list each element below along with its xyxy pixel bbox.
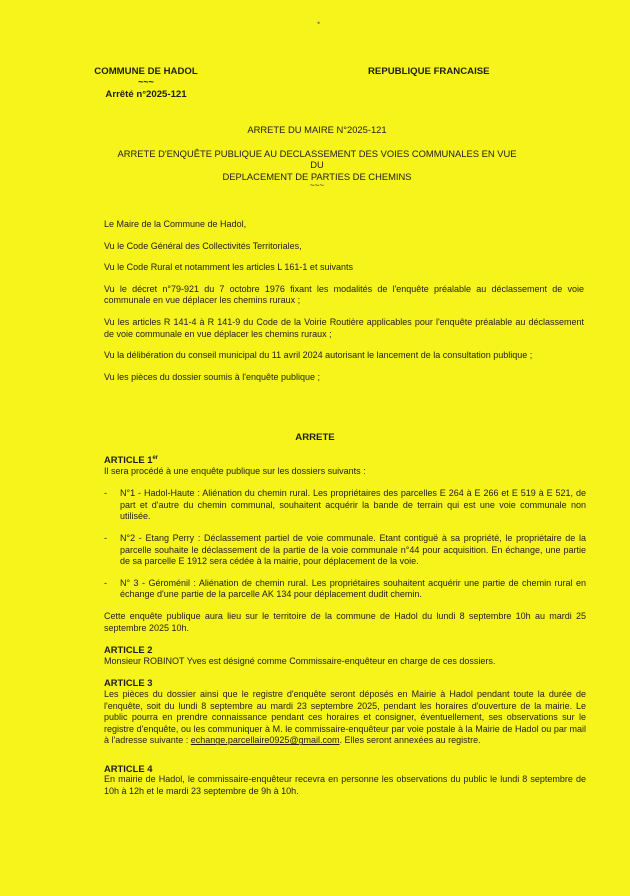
article1-title-sup: er: [152, 455, 159, 461]
list-item: [104, 533, 586, 568]
visa-dossier: Vu les pièces du dossier soumis à l'enquête publique ;: [104, 371, 321, 382]
arrete-heading: ARRETE: [295, 432, 335, 443]
republic-header: REPUBLIQUE FRANCAISE: [368, 66, 490, 77]
article3-text-end: . Elles seront annexées au registre.: [339, 735, 481, 746]
article1-title-text: ARTICLE 1: [104, 454, 153, 465]
title-separator: ~~~: [309, 180, 324, 190]
title-subtitle-line1: ARRETE D'ENQUÊTE PUBLIQUE AU DECLASSEMENT DES VOIES COMMUNALES EN VUE DU: [117, 148, 517, 171]
item-text: N°2 - Etang Perry : Déclassement partiel de voie communale. Etant contiguë à sa propriété, le propriétaire de la parcelle souhaite le déclassement de la partie de la voie communale n°44 pour acquisition. En échange, une partie de sa parcelle E 1912 sera cédée à la mairie, pour déplacement de la voie.: [120, 532, 586, 567]
article3-title: ARTICLE 3: [104, 677, 153, 689]
document-title: [110, 124, 524, 189]
email-link[interactable]: echange.parcellaire0925@gmail.com: [190, 735, 340, 746]
article4-text: En mairie de Hadol, le commissaire-enquêteur recevra en personne les observations du public le lundi 8 septembre de 10h à 12h et le mardi 23 septembre de 9h à 10h.: [104, 774, 586, 797]
visa-deliberation: Vu la délibération du conseil municipal du 11 avril 2024 autorisant le lancement de la consultation publique ;: [104, 350, 533, 361]
arrete-number: Arrêté n°2025-121: [105, 89, 187, 100]
header-separator: ~~~: [138, 77, 154, 87]
title-subtitle-line2: DEPLACEMENT DE PARTIES DE CHEMINS: [222, 170, 412, 182]
article3-text-main: Les pièces du dossier ainsi que le registre d'enquête seront déposés en Mairie à Hadol pendant toute la durée de l'enquête, soit du lundi 8 septembre au mardi 23 septembre 2025, pendant les horaires d'ouverture de la mairie. Le public pourra en prendre connaissance pendant ces horaires et consigner, éventuellement, ses observations sur le registre d'enquête, ou les communiquer à M. le commissaire-enquêteur par voie postale à la Mairie de Hadol ou par mail à l'adresse suivante :: [104, 688, 586, 746]
articles-section: [104, 453, 586, 798]
commune-name: COMMUNE DE HADOL: [94, 66, 198, 77]
commune-header: [90, 66, 202, 101]
visa-decret: Vu le décret n°79-921 du 7 octobre 1976 fixant les modalités de l'enquête préalable au déclassement de voie communale en vue déplacer les chemins ruraux ;: [104, 283, 584, 306]
article2-text: Monsieur ROBINOT Yves est désigné comme Commissaire-enquêteur en charge de ces dossiers.: [104, 655, 496, 666]
list-item: [104, 578, 586, 601]
visa-voirie: Vu les articles R 141-4 à R 141-9 du Code de la Voirie Routière applicables pour l'enquête préalable au déclassement de voie communale en vue déplacer les chemins ruraux ;: [104, 316, 584, 339]
item-text: N° 3 - Géroménil : Aliénation de chemin rural. Les propriétaires souhaitent acquérir une partie de chemin rural en échange d'une partie de la parcelle AK 134 pour déplacement dudit chemin.: [120, 577, 586, 600]
visa-cgct: Vu le Code Général des Collectivités Territoriales,: [104, 240, 302, 251]
visa-mayor: Le Maire de la Commune de Hadol,: [104, 219, 247, 229]
article4-title: ARTICLE 4: [104, 762, 153, 774]
item-text: N°1 - Hadol-Haute : Aliénation du chemin rural. Les propriétaires des parcelles E 264 à E 266 et E 519 à E 521, de part et d'autre du chemin communal, souhaitent acquérir la bande de terrain qui est une voie communale non utilisée.: [120, 488, 586, 522]
article3-text: [104, 689, 586, 747]
article1-list: [104, 488, 586, 601]
article1-title: [104, 453, 586, 466]
article2-title: ARTICLE 2: [104, 644, 153, 656]
list-dash: -: [104, 532, 107, 543]
scan-mark: •: [317, 18, 321, 28]
list-item: [104, 488, 586, 523]
list-dash: -: [104, 577, 107, 588]
article1-intro: Il sera procédé à une enquête publique sur les dossiers suivants :: [104, 465, 366, 476]
article1-closing: Cette enquête publique aura lieu sur le territoire de la commune de Hadol du lundi 8 septembre 10h au mardi 25 septembre 2025 10h.: [104, 610, 586, 633]
title-main: ARRETE DU MAIRE N°2025-121: [247, 124, 387, 135]
list-dash: -: [104, 488, 107, 499]
visa-code-rural: Vu le Code Rural et notamment les articles L 161-1 et suivants: [104, 262, 353, 273]
visas-section: [104, 219, 584, 393]
